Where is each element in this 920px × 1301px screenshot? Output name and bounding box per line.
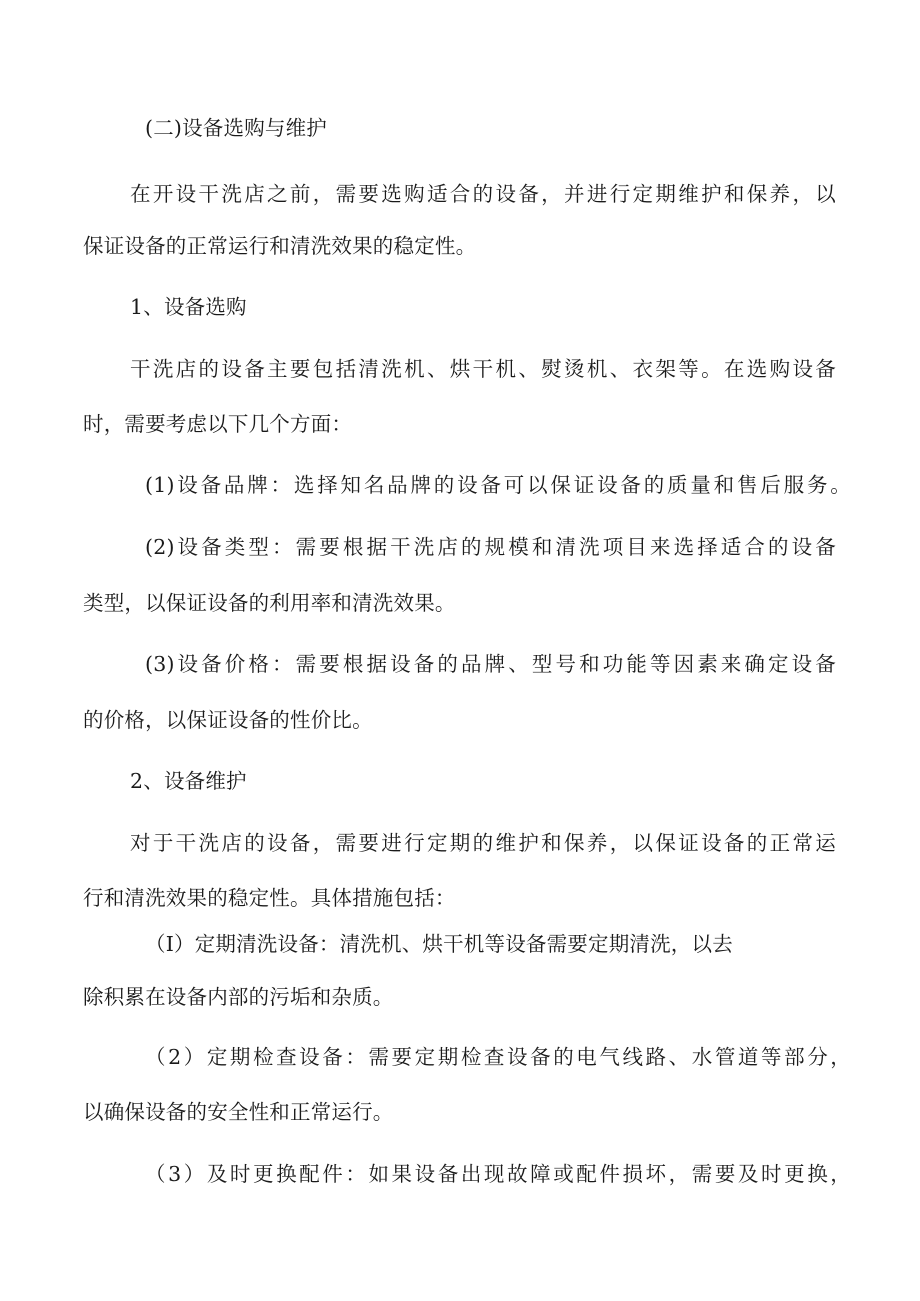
section-1-para-line-2: 时，需要考虑以下几个方面： xyxy=(83,412,353,436)
section-1-title: 1、设备选购 xyxy=(130,295,247,319)
section-1-item-1-line-1: (1)设备品牌：选择知名品牌的设备可以保证设备的质量和售后服务。 xyxy=(145,473,851,497)
section-1-para-line-1: 干洗店的设备主要包括清洗机、烘干机、熨烫机、衣架等。在选购设备 xyxy=(130,357,836,381)
section-2-para-line-1: 对于干洗店的设备，需要进行定期的维护和保养，以保证设备的正常运 xyxy=(130,831,836,855)
section-heading: (二)设备选购与维护 xyxy=(145,116,327,140)
intro-line-1: 在开设干洗店之前，需要选购适合的设备，并进行定期维护和保养，以 xyxy=(130,182,836,206)
section-1-item-2-line-2: 类型，以保证设备的利用率和清洗效果。 xyxy=(83,591,456,615)
section-2-item-2-line-1: （2）定期检查设备：需要定期检查设备的电气线路、水管道等部分， xyxy=(145,1045,851,1069)
section-1-item-2-line-1: (2)设备类型：需要根据干洗店的规模和清洗项目来选择适合的设备 xyxy=(145,535,836,559)
section-2-item-1-line-1: （I）定期清洗设备：清洗机、烘干机等设备需要定期清洗，以去 xyxy=(145,932,733,956)
section-2-para-line-2: 行和清洗效果的稳定性。具体措施包括： xyxy=(83,886,456,910)
section-2-title: 2、设备维护 xyxy=(130,769,247,793)
section-1-item-3-line-2: 的价格，以保证设备的性价比。 xyxy=(83,708,373,732)
section-1-item-3-line-1: (3)设备价格：需要根据设备的品牌、型号和功能等因素来确定设备 xyxy=(145,652,836,676)
section-2-item-1-line-2: 除积累在设备内部的污垢和杂质。 xyxy=(83,985,394,1009)
section-2-item-2-line-2: 以确保设备的安全性和正常运行。 xyxy=(83,1100,394,1124)
intro-line-2: 保证设备的正常运行和清洗效果的稳定性。 xyxy=(83,234,477,258)
section-2-item-3-line-1: （3）及时更换配件：如果设备出现故障或配件损坏，需要及时更换， xyxy=(145,1162,851,1186)
